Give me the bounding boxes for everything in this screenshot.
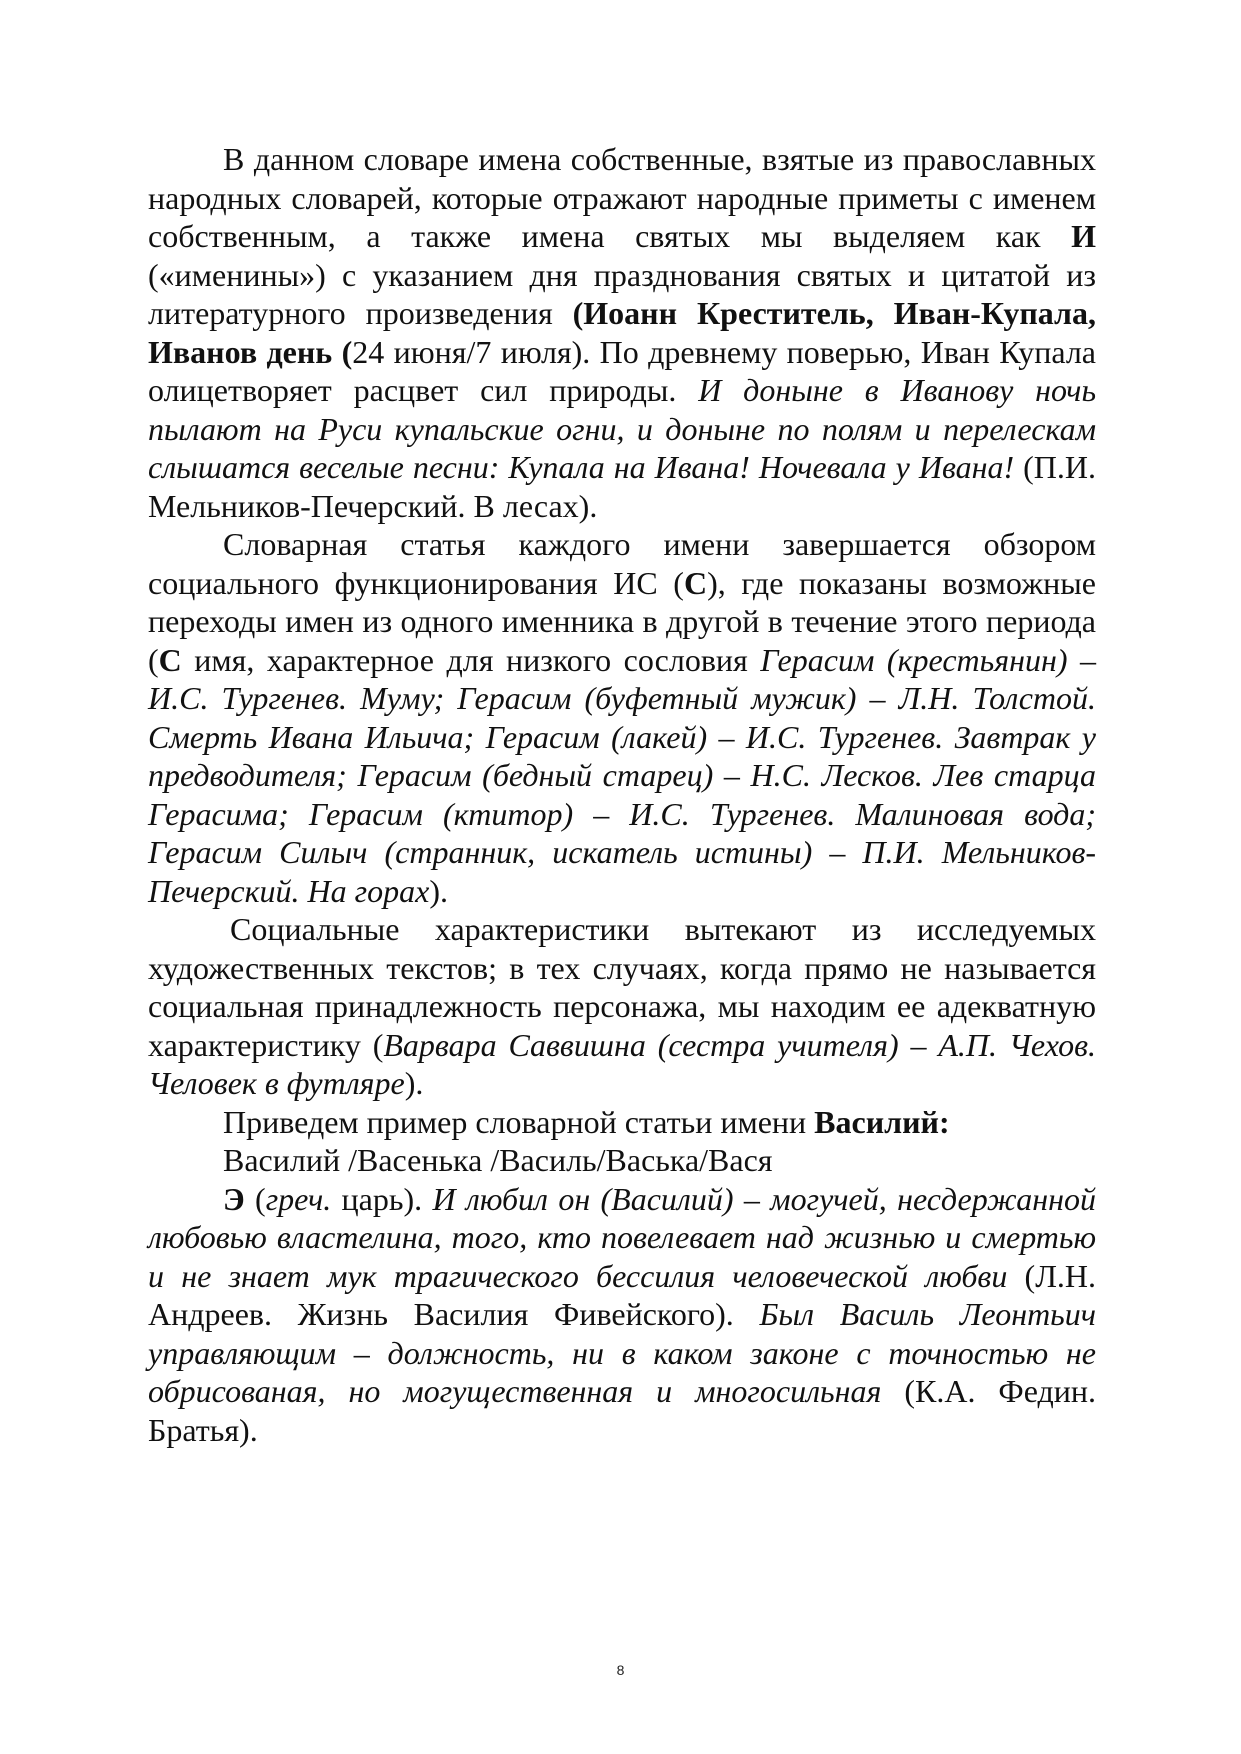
- paragraph-social-function: [148, 525, 1096, 910]
- paragraph-intro: [148, 140, 1096, 525]
- page-number: 8: [616, 1662, 625, 1678]
- bold-example-names: (Иоанн Креститель, Иван-Купала, Иванов день (: [148, 295, 1097, 370]
- paragraph-social-characteristics: [148, 910, 1096, 1103]
- text-run: ), где показаны возможные переходы имен из одного именника в другой в течение этого периода (: [148, 564, 1097, 678]
- text-run: царь).: [331, 1180, 433, 1217]
- bold-marker: Э: [223, 1180, 245, 1217]
- italic-quote: Был Василь Леонтьич управляющим – должность, ни в каком законе с точностью не обрисованая, но могущественная и многосильная: [148, 1296, 1097, 1409]
- text-run: («именины») с указанием дня празднования святых и цитатой из литературного произведения: [148, 256, 1096, 331]
- italic-etymology: греч.: [265, 1180, 332, 1217]
- citation: (П.И. Мельников-Печерский. В лесах).: [148, 449, 1096, 524]
- text-run: 24 июня/7 июля). По древнему поверью, Иван Купала олицетворяет расцвет сил природы.: [148, 333, 1097, 408]
- bold-marker: С: [683, 564, 708, 601]
- text-run: ).: [404, 1065, 424, 1101]
- name-variants: Василий /Васенька /Василь/Васька/Вася: [223, 1142, 773, 1178]
- bold-headword: Василий:: [814, 1103, 950, 1140]
- text-run: ).: [429, 872, 448, 909]
- paragraph-dictionary-entry: [148, 1180, 1096, 1450]
- text-run: В данном словаре имена собственные, взятые из православных народных словарей, которые отражают народные приметы с именем собственным, а также имена святых мы выделяем как: [148, 141, 1096, 254]
- text-run: (: [244, 1180, 266, 1217]
- document-body: [148, 140, 1096, 1449]
- italic-example: Варвара Саввишна (сестра учителя) – А.П. Чехов. Человек в футляре: [148, 1026, 1097, 1101]
- bold-marker: С: [158, 641, 182, 678]
- text-run: Социальные характеристики вытекают из исследуемых художественных текстов; в тех случаях, когда прямо не называется социальная принадлежность персонажа, мы находим ее адекватную характеристику (: [148, 911, 1096, 1063]
- citation: (К.А. Федин. Братья).: [148, 1373, 1097, 1448]
- text-run: Словарная статья каждого имени завершается обзором социального функционирования ИС (: [148, 526, 1096, 601]
- paragraph-name-variants: [148, 1141, 1096, 1180]
- citation: (Л.Н. Андреев. Жизнь Василия Фивейского).: [148, 1257, 1097, 1332]
- bold-marker: И: [1071, 218, 1096, 254]
- italic-quote: И доныне в Иванову ночь пылают на Руси купальские огни, и доныне по полям и перелескам слышатся веселые песни: Купала на Ивана! Ночевала у Ивана!: [148, 372, 1097, 485]
- text-run: Приведем пример словарной статьи имени: [223, 1103, 815, 1140]
- text-run: имя, характерное для низкого сословия: [181, 641, 761, 678]
- italic-quote: И любил он (Василий) – могучей, несдержанной любовью властелина, того, кто повелевает над жизнью и смертью и не знает мук трагического бессилия человеческой любви: [148, 1180, 1097, 1294]
- italic-examples: Герасим (крестьянин) – И.С. Тургенев. Муму; Герасим (буфетный мужик) – Л.Н. Толстой. Смерть Ивана Ильича; Герасим (лакей) – И.С. Тургенев. Завтрак у предводителя; Герасим (бедный старец) – Н.С. Лесков. Лев старца Герасима; Герасим (ктитор) – И.С. Тургенев. Малиновая вода; Герасим Силыч (странник, искатель истины) – П.И. Мельников-Печерский. На горах: [148, 641, 1096, 909]
- paragraph-example-intro: [148, 1103, 1096, 1142]
